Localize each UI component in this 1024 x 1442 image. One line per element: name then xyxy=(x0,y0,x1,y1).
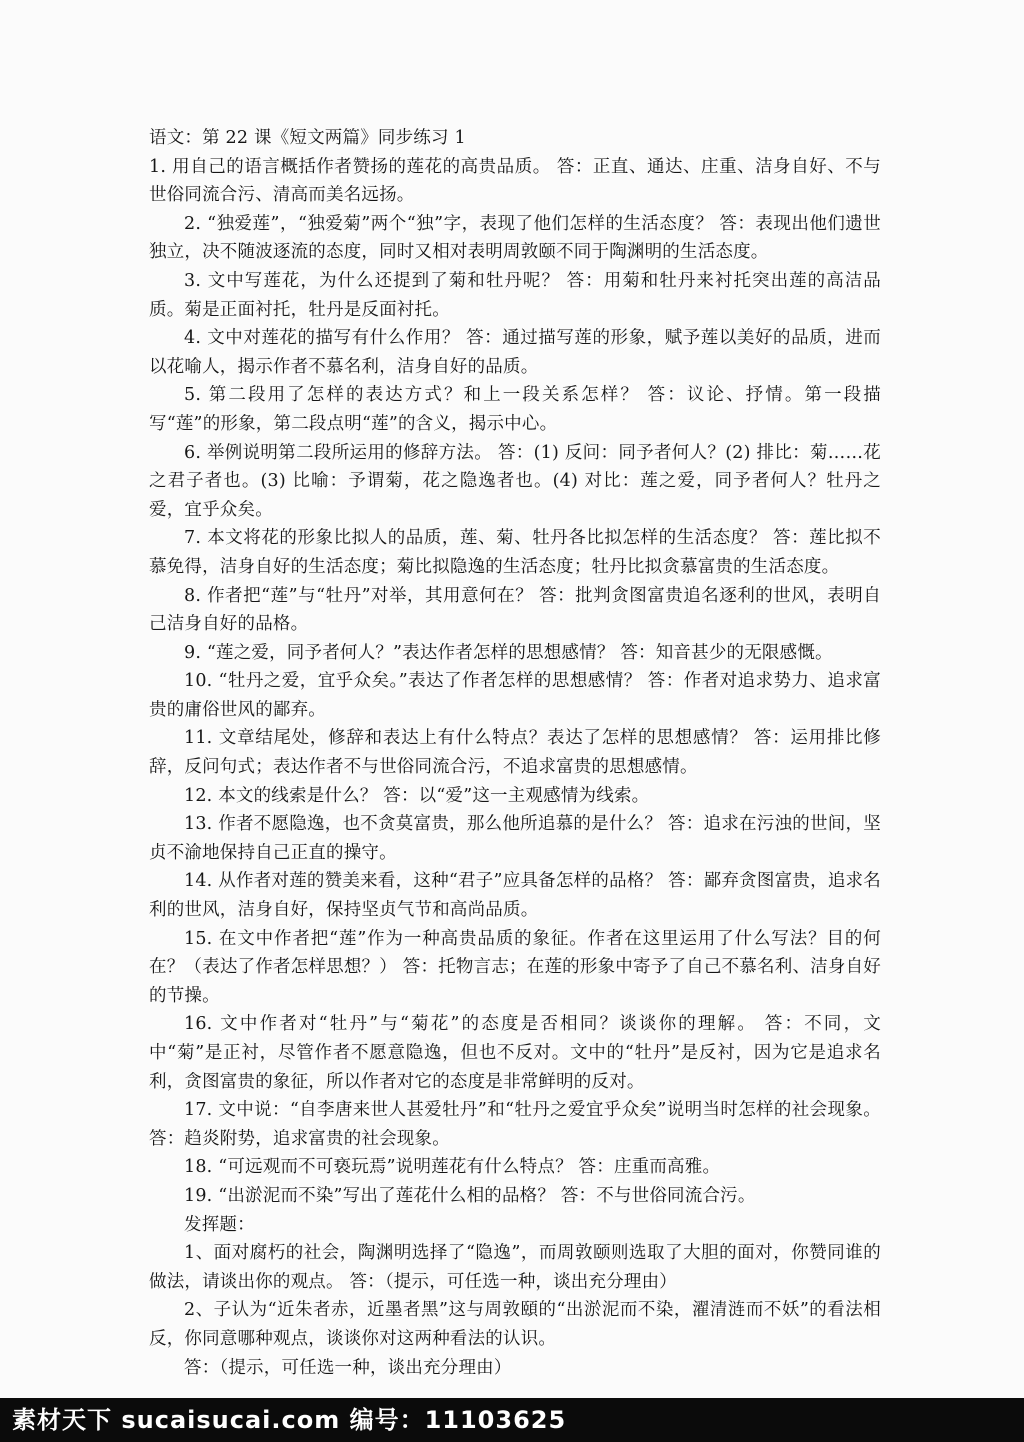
question-17: 17. 文中说：“自李唐来世人甚爱牡丹”和“牡丹之爱宜乎众矣”说明当时怎样的社会现象。 答：趋炎附势，追求富贵的社会现象。 xyxy=(149,1100,881,1149)
question-9: 9. “莲之爱，同予者何人？”表达作者怎样的思想感情？ 答：知音甚少的无限感慨。 xyxy=(184,642,833,663)
question-4: 4. 文中对莲花的描写有什么作用？ 答：通过描写莲的形象，赋予莲以美好的品质，进而以花喻人，揭示作者不慕名利，洁身自好的品质。 xyxy=(149,328,881,377)
question-18: 18. “可远观而不可亵玩焉”说明莲花有什么特点？ 答：庄重而高雅。 xyxy=(184,1157,721,1178)
extra-question-2: 2、子认为“近朱者赤，近墨者黑”这与周敦頤的“出淤泥而不染，濯清涟而不妖”的看法相反，你同意哪种观点，谈谈你对这两种看法的认识。 xyxy=(149,1300,881,1349)
question-15: 15. 在文中作者把“莲”作为一种高贵品质的象征。作者在这里运用了什么写法？目的何在？（表达了作者怎样思想？） 答：托物言志；在莲的形象中寄予了自己不慕名利、洁身自好的节操。 xyxy=(149,928,881,1006)
document-body xyxy=(149,124,881,1382)
question-10: 10. “牡丹之爱，宜乎众矣。”表达了作者怎样的思想感情？ 答：作者对追求势力、追求富贵的庸俗世风的鄙弃。 xyxy=(149,671,881,720)
question-14: 14. 从作者对莲的赞美来看，这种“君子”应具备怎样的品格？ 答：鄙弃贪图富贵，追求名利的世风，洁身自好，保持坚贞气节和高尚品质。 xyxy=(149,871,881,921)
document-title: 语文：第 22 课《短文两篇》同步练习 1 xyxy=(149,128,466,148)
question-3: 3. 文中写莲花，为什么还提到了菊和牡丹呢？ 答：用菊和牡丹来衬托突出莲的高洁品质。菊是正面衬托，牡丹是反面衬托。 xyxy=(149,270,881,320)
watermark-text: 素材天下 sucaisucai.com 编号：11103625 xyxy=(12,1406,567,1434)
watermark-bar xyxy=(0,1398,1024,1442)
extra-question-1: 1、面对腐朽的社会，陶渊明选择了“隐逸”，而周敦颐则选取了大胆的面对，你赞同谁的做法，请谈出你的观点。 答：（提示，可任选一种，谈出充分理由） xyxy=(149,1243,881,1292)
question-19: 19. “出淤泥而不染”写出了莲花什么相的品格？ 答：不与世俗同流合污。 xyxy=(184,1185,756,1206)
question-1: 1. 用自己的语言概括作者赞扬的莲花的高贵品质。 答：正直、通达、庄重、洁身自好、不与世俗同流合污、清高而美名远扬。 xyxy=(149,156,881,206)
question-8: 8. 作者把“莲”与“牡丹”对举，其用意何在？ 答：批判贪图富贵追名逐利的世风，表明自己洁身自好的品格。 xyxy=(149,585,881,635)
question-16: 16. 文中作者对“牡丹”与“菊花”的态度是否相同？谈谈你的理解。 答：不同，文 中“菊”是正衬，尽管作者不愿意隐逸，但也不反对。文中的“牡丹”是反衬，因为它是追求名利，贪图富贵的象征，所以作者对它的态度是非常鲜明的反对。 xyxy=(149,1014,881,1092)
question-7: 7. 本文将花的形象比拟人的品质，莲、菊、牡丹各比拟怎样的生活态度？ 答：莲比拟不慕免得，洁身自好的生活态度；菊比拟隐逸的生活态度；牡丹比拟贪慕富贵的生活态度。 xyxy=(149,528,881,577)
question-6: 6. 举例说明第二段所运用的修辞方法。 答：(1) 反问：同予者何人？(2) 排比：菊……花之君子者也。(3) 比喻：予谓菊，花之隐逸者也。(4) 对比：莲之爱，同予者何人？牡丹之爱，宜乎众矣。 xyxy=(149,442,881,520)
question-5: 5. 第二段用了怎样的表达方式？和上一段关系怎样？ 答：议论、抒情。第一段描写“莲”的形象，第二段点明“莲”的含义，揭示中心。 xyxy=(149,385,881,434)
final-answer: 答：（提示，可任选一种，谈出充分理由） xyxy=(184,1357,512,1378)
question-13: 13. 作者不愿隐逸，也不贪莫富贵，那么他所追慕的是什么？ 答：追求在污浊的世间，坚贞不渝地保持自己正直的操守。 xyxy=(149,814,881,863)
question-2: 2. “独爱莲”，“独爱菊”两个“独”字，表现了他们怎样的生活态度？ 答：表现出他们遗世独立，决不随波逐流的态度，同时又相对表明周敦颐不同于陶渊明的生活态度。 xyxy=(149,213,881,263)
question-12: 12. 本文的线索是什么？ 答：以“爱”这一主观感情为线索。 xyxy=(184,785,650,806)
section-heading: 发挥题： xyxy=(184,1214,255,1235)
question-11: 11. 文章结尾处，修辞和表达上有什么特点？表达了怎样的思想感情？ 答：运用排比修辞，反问句式；表达作者不与世俗同流合污，不追求富贵的思想感情。 xyxy=(149,728,881,778)
